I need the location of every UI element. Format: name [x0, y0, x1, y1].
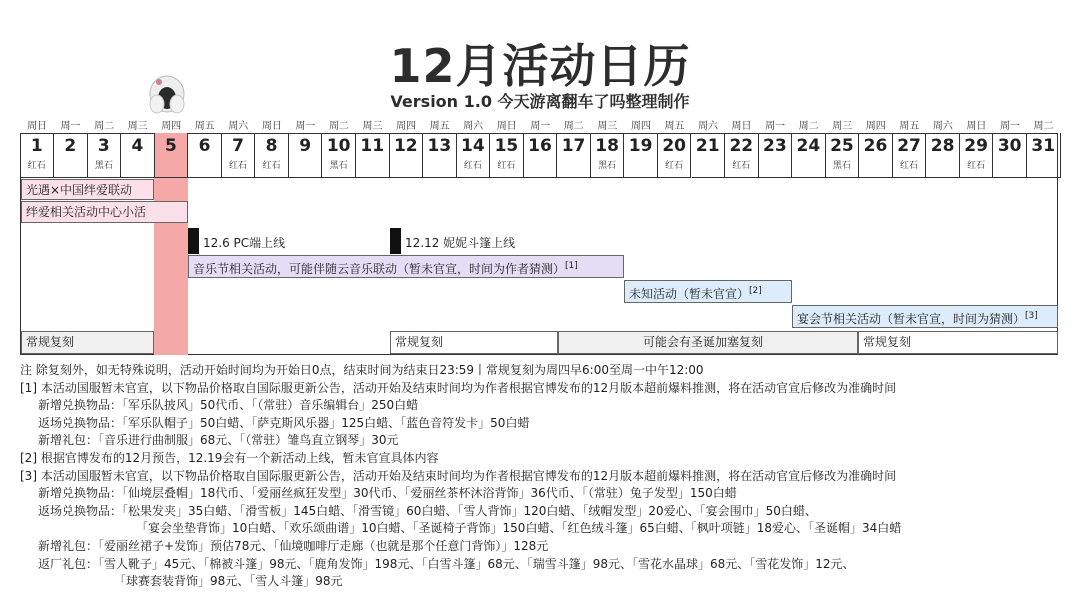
day-note: 红石: [262, 161, 281, 171]
page-title: 12月活动日历: [389, 39, 691, 93]
day-cell: [993, 133, 1027, 178]
weekday-label: 周六: [463, 121, 484, 132]
release-marker-pc: [188, 228, 199, 254]
weekday-label: 周五: [429, 121, 450, 132]
day-number: 29: [964, 136, 988, 156]
note-1-new-items: 新增兑换物品：「军乐队披风」50代币、「（常驻）音乐编辑台」250白蜡: [38, 398, 419, 413]
day-cell: [255, 133, 289, 178]
day-note: 红石: [665, 161, 684, 171]
day-cell: [893, 133, 927, 178]
weekday-label: 周四: [396, 121, 417, 132]
rerun-bar-3: 常规复刻: [858, 331, 1058, 354]
day-cell: [557, 133, 591, 178]
day-note: 黑石: [329, 161, 348, 171]
note-3-return-packs-cont: 「球赛套装背饰」98元、「雪人斗篷」98元: [114, 574, 343, 589]
day-number: 21: [695, 136, 720, 156]
rerun-bar-1: 常规复刻: [21, 331, 154, 354]
day-number: 12: [393, 136, 418, 156]
day-cell: [692, 133, 726, 178]
weekday-label: 周四: [161, 121, 182, 132]
day-number: 5: [165, 136, 177, 156]
weekday-label: 周六: [932, 121, 953, 132]
day-cell: [826, 133, 860, 178]
weekday-label: 周五: [899, 121, 920, 132]
day-cell: [155, 133, 189, 178]
event-music-label: 音乐节相关活动，可能伴随云音乐联动（暂未官宣，时间为作者猜测）: [193, 262, 566, 276]
day-number: 17: [561, 136, 586, 156]
day-number: 3: [97, 136, 110, 156]
day-note: 红石: [229, 161, 248, 171]
day-number: 2: [64, 136, 77, 156]
note-3-return-items: 返场兑换物品：「松果发夹」35白蜡、「滑雪板」145白蜡、「滑雪镜」60白蜡、「雪人背饰」120白蜡、「绒帽发型」20爱心、「宴会围巾」50白蜡、: [38, 503, 817, 518]
release-marker-cape: [390, 228, 401, 254]
note-1-header: [1] 本活动国服暂未官宣，以下物品价格取自国际服更新公告，活动开始及结束时间均为作者根据官博发布的12月版本超前爆料推测，将在活动官宣后修改为准确时间: [20, 380, 897, 395]
day-cell: [960, 133, 994, 178]
day-cell: [759, 133, 793, 178]
notes-section: [20, 362, 1060, 591]
day-cell: [490, 133, 524, 178]
rerun-bar-2: 常规复刻: [390, 331, 558, 354]
day-number: 9: [299, 136, 312, 156]
weekday-label: 周三: [127, 121, 148, 132]
weekday-label: 周五: [194, 121, 215, 132]
day-cell: [725, 133, 759, 178]
weekday-label: 周日: [731, 121, 752, 132]
day-note: 黑石: [598, 161, 617, 171]
weekday-label: 周一: [295, 121, 316, 132]
day-number: 26: [863, 136, 888, 156]
release-label-cape: 12.12 妮妮斗篷上线: [405, 236, 516, 250]
day-number: 14: [461, 136, 485, 156]
event-bar-activity-center: 绊爱相关活动中心小活: [21, 201, 188, 223]
weekday-label: 周三: [597, 121, 618, 132]
day-note: 黑石: [832, 161, 851, 171]
note-3-header: [3] 本活动国服暂未官宣，以下物品价格取自国际服更新公告，活动开始及结束时间均为作者根据官博发布的12月版本超前爆料推测，将在活动官宣后修改为准确时间: [20, 468, 897, 483]
event-bar-collab: 光遇×中国绊爱联动: [21, 179, 154, 200]
day-cell: [624, 133, 658, 178]
day-cell: [21, 133, 55, 178]
day-number: 4: [131, 136, 144, 156]
day-note: 红石: [967, 161, 986, 171]
event-bar-music-festival: [188, 255, 624, 278]
day-number: 16: [528, 136, 552, 156]
day-cell: [524, 133, 558, 178]
note-3-new-items: 新增兑换物品：「仙境层叠帽」18代币、「爱丽丝疯狂发型」30代币、「爱丽丝茶杯沐浴背饰」36代币、「（常驻）兔子发型」150白蜡: [38, 486, 737, 501]
weekday-label: 周日: [966, 121, 987, 132]
note-1-return-items: 返场兑换物品：「军乐队帽子」50白蜡、「萨克斯风乐器」125白蜡、「蓝色音符发卡」50白蜡: [38, 415, 530, 430]
day-number: 30: [997, 136, 1022, 156]
day-cell: [423, 133, 457, 178]
event-banquet-ref: [3]: [1025, 311, 1038, 321]
event-bar-banquet: [792, 305, 1058, 328]
day-cell: [390, 133, 424, 178]
day-cell: [322, 133, 356, 178]
note-3-new-packs: 新增礼包：「爱丽丝裙子+发饰」预估78元、「仙境咖啡厅走廊（也就是那个任意门背饰）」128元: [38, 538, 549, 553]
day-number: 15: [494, 136, 519, 156]
day-cell: [54, 133, 88, 178]
event-unknown-label: 未知活动（暂未官宣）: [629, 287, 750, 301]
release-label-pc: 12.6 PC端上线: [203, 236, 286, 250]
weekday-label: 周二: [328, 121, 349, 132]
note-3-return-items-cont: 「宴会坐垫背饰」10白蜡、「欢乐颂曲谱」10白蜡、「圣诞椅子背饰」150白蜡、「红色绒斗篷」65白蜡、「枫叶项链」18爱心、「圣诞帽」34白蜡: [136, 521, 902, 536]
weekday-label: 周六: [228, 121, 249, 132]
day-cell: [121, 133, 155, 178]
weekday-label: 周五: [664, 121, 685, 132]
day-number: 10: [326, 136, 351, 156]
day-number: 23: [763, 136, 787, 156]
weekday-label: 周一: [765, 121, 786, 132]
event-unknown-ref: [2]: [749, 286, 762, 296]
day-cell: [188, 133, 222, 178]
day-note: 红石: [900, 161, 919, 171]
day-number: 25: [830, 136, 854, 156]
day-note: 红石: [497, 161, 516, 171]
weekday-label: 周日: [261, 121, 282, 132]
note-3-return-packs: 返厂礼包：「雪人靴子」45元、「棉被斗篷」98元、「鹿角发饰」198元、「白雪斗篷」68元、「瑞雪斗篷」98元、「雪花水晶球」68元、「雪花发饰」12元、: [38, 556, 855, 571]
weekday-label: 周二: [1033, 121, 1054, 132]
day-number: 31: [1031, 136, 1056, 156]
day-number: 6: [198, 136, 211, 156]
note-2: [2] 根据官博发布的12月预告，12.19会有一个新活动上线，暂未官宣具体内容: [20, 450, 439, 465]
day-note: 黑石: [94, 161, 113, 171]
day-number: 11: [360, 136, 385, 156]
weekday-label: 周四: [630, 121, 651, 132]
day-note: 红石: [27, 161, 46, 171]
page-subtitle: Version 1.0 今天游离翻车了吗整理制作: [390, 92, 690, 111]
weekday-label: 周一: [60, 121, 81, 132]
day-cell: [792, 133, 826, 178]
day-number: 7: [232, 136, 244, 156]
day-number: 22: [729, 136, 754, 156]
weekday-label: 周日: [27, 121, 47, 132]
weekday-label: 周一: [999, 121, 1020, 132]
weekday-label: 周一: [530, 121, 551, 132]
weekday-label: 周二: [94, 121, 115, 132]
day-cell: [289, 133, 323, 178]
day-number: 18: [595, 136, 619, 156]
day-cell: [222, 133, 256, 178]
day-number: 20: [662, 136, 687, 156]
weekday-label: 周二: [563, 121, 584, 132]
weekday-label: 周四: [865, 121, 886, 132]
day-note: 红石: [732, 161, 751, 171]
day-number: 8: [265, 136, 278, 156]
note-general: 注 除复刻外，如无特殊说明，活动开始时间均为开始日0点，结束时间为结束日23:59丨常规复刻为周四早6:00至周一中午12:00: [20, 363, 704, 377]
event-music-ref: [1]: [565, 261, 578, 271]
day-number: 27: [897, 136, 921, 156]
day-cell: [658, 133, 692, 178]
day-cell: [926, 133, 960, 178]
day-cell: [591, 133, 625, 178]
weekday-label: 周六: [698, 121, 718, 132]
weekday-label: 周日: [496, 121, 517, 132]
day-number: 19: [628, 136, 653, 156]
day-number: 13: [427, 136, 452, 156]
weekday-label: 周三: [362, 121, 383, 132]
day-number: 1: [30, 136, 43, 156]
day-number: 24: [796, 136, 821, 156]
day-cell: [859, 133, 893, 178]
day-cell: [356, 133, 390, 178]
event-bar-unknown: [624, 280, 792, 303]
event-banquet-label: 宴会节相关活动（暂未官宣，时间为猜测）: [797, 312, 1026, 326]
rerun-bar-christmas: 可能会有圣诞加塞复刻: [558, 331, 858, 354]
day-cell: [457, 133, 491, 178]
day-note: 红石: [463, 161, 482, 171]
note-1-new-packs: 新增礼包：「音乐进行曲制服」68元、「（常驻）雏鸟直立钢琴」30元: [38, 433, 399, 448]
day-cell: [1027, 133, 1061, 178]
day-cell: [88, 133, 122, 178]
mascot-icon: [147, 74, 187, 118]
day-number: 28: [930, 136, 955, 156]
weekday-label: 周三: [832, 121, 853, 132]
weekday-label: 周二: [798, 121, 819, 132]
